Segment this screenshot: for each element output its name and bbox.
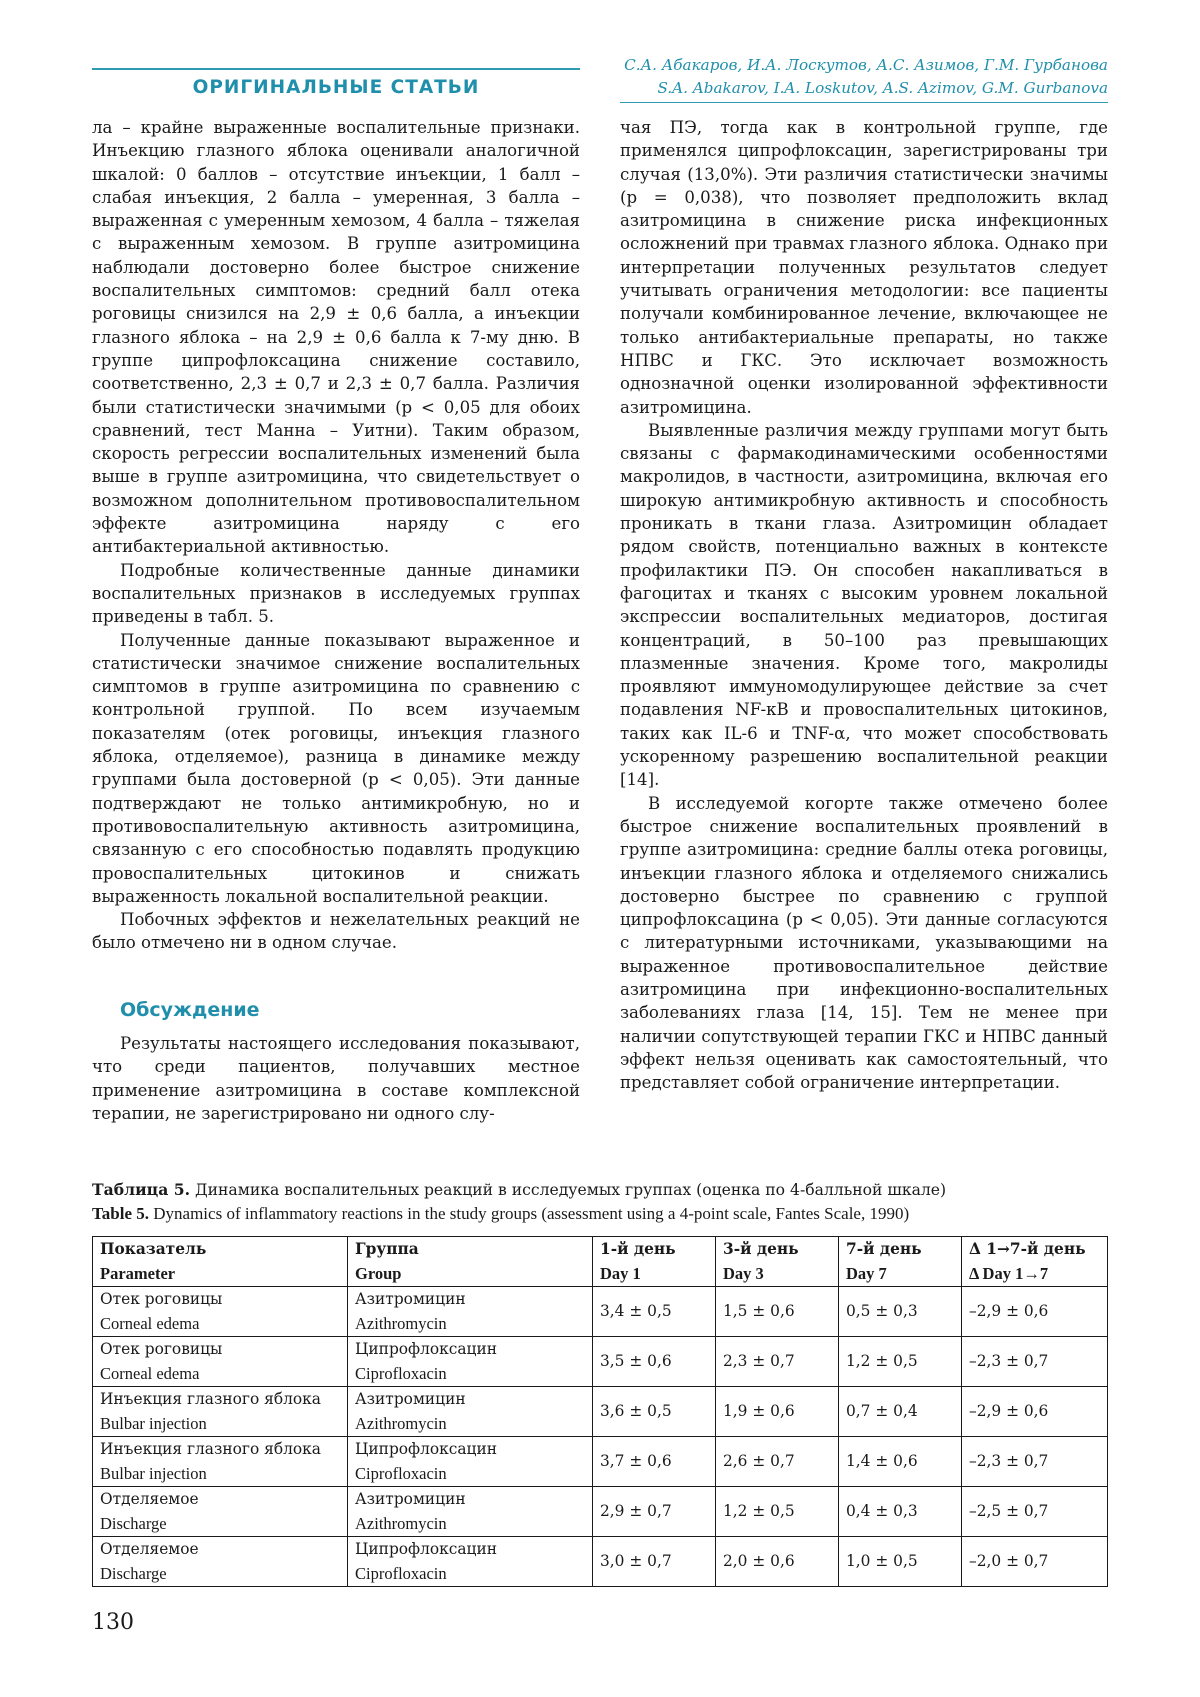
delta-cell: –2,3 ± 0,7 — [962, 1437, 1108, 1487]
paragraph: чая ПЭ, тогда как в контрольной группе, где применялся ципрофлоксацин, зарегистрированы три случая (13,0%). Эти различия статистически значимы (p = 0,038), что позволяет предположить вклад азитромицина в снижение риска инфекционных осложнений при травмах глазного яблока. Однако при интерпретации полученных результатов следует учитывать ограничения методологии: все пациенты получали комбинированное лечение, включающее не только антибактериальные препараты, но также НПВС и ГКС. Это исключает возможность однозначной оценки изолированной эффективности азитромицина. — [620, 118, 1108, 417]
parameter-cell: Инъекция глазного яблока Bulbar injection — [93, 1387, 348, 1437]
day7-cell: 1,4 ± 0,6 — [839, 1437, 962, 1487]
caption-label-en: Table 5. — [92, 1204, 150, 1223]
table-caption-ru — [92, 1178, 1112, 1202]
header-cell: Показатель Parameter — [93, 1237, 348, 1287]
header-cell: 1-й день Day 1 — [593, 1237, 716, 1287]
day1-cell: 3,6 ± 0,5 — [593, 1387, 716, 1437]
day7-cell: 0,4 ± 0,3 — [839, 1487, 962, 1537]
day7-cell: 1,0 ± 0,5 — [839, 1537, 962, 1587]
day7-cell: 0,7 ± 0,4 — [839, 1387, 962, 1437]
parameter-cell: Отделяемое Discharge — [93, 1487, 348, 1537]
day3-cell: 1,5 ± 0,6 — [716, 1287, 839, 1337]
day1-cell: 3,4 ± 0,5 — [593, 1287, 716, 1337]
table-header-row — [93, 1237, 1108, 1287]
day3-cell: 1,9 ± 0,6 — [716, 1387, 839, 1437]
group-cell: Ципрофлоксацин Ciprofloxacin — [348, 1537, 593, 1587]
delta-cell: –2,5 ± 0,7 — [962, 1487, 1108, 1537]
data-table — [92, 1236, 1108, 1587]
day7-cell: 1,2 ± 0,5 — [839, 1337, 962, 1387]
table-caption-en — [92, 1202, 1112, 1226]
day3-cell: 2,6 ± 0,7 — [716, 1437, 839, 1487]
delta-cell: –2,9 ± 0,6 — [962, 1387, 1108, 1437]
discussion-heading: Обсуждение — [120, 998, 260, 1021]
authors-en: S.A. Abakarov, I.A. Loskutov, A.S. Azimov, G.M. Gurbanova — [657, 79, 1108, 97]
left-column — [92, 116, 580, 1125]
table-row — [93, 1337, 1108, 1387]
delta-cell: –2,0 ± 0,7 — [962, 1537, 1108, 1587]
running-header-authors — [620, 54, 1108, 103]
paragraph: В исследуемой когорте также отмечено более быстрое снижение воспалительных проявлений в группе азитромицина: средние баллы отека роговицы, инъекции глазного яблока и отделяемого снижались достоверно быстрее по сравнению с группой ципрофлоксацина (p < 0,05). Эти данные согласуются с литературными источниками, указывающими на выраженное противовоспалительное действие азитромицина при инфекционно-воспалительных заболеваниях глаза [14, 15]. Тем не менее при наличии сопутствующей терапии ГКС и НПВС данный эффект нельзя оценивать как самостоятельный, что представляет собой ограничение интерпретации. — [620, 793, 1108, 1093]
day3-cell: 2,3 ± 0,7 — [716, 1337, 839, 1387]
caption-text-ru: Динамика воспалительных реакций в исследуемых группах (оценка по 4-балльной шкале) — [190, 1181, 947, 1199]
header-cell: Δ 1→7-й день Δ Day 1→7 — [962, 1237, 1108, 1287]
section-title: ОРИГИНАЛЬНЫЕ СТАТЬИ — [192, 77, 480, 98]
header-cell: 7-й день Day 7 — [839, 1237, 962, 1287]
paragraph: ла – крайне выраженные воспалительные признаки. Инъекцию глазного яблока оценивали аналогичной шкалой: 0 баллов – отсутствие инъекции, 1 балл – слабая инъекция, 2 балла – умеренная, 3 балла – выраженная с умеренным хемозом, 4 балла – тяжелая с выраженным хемозом. В группе азитромицина наблюдали достоверно более быстрое снижение воспалительных симптомов: средний балл отека роговицы снизился на 2,9 ± 0,6 балла, а инъекции глазного яблока – на 2,9 ± 0,6 балла к 7-му дню. В группе ципрофлоксацина снижение составило, соответственно, 2,3 ± 0,7 и 2,3 ± 0,7 балла. Различия были статистически значимыми (p < 0,05 для обоих сравнений, тест Манна – Уитни). Таким образом, скорость регрессии воспалительных изменений была выше в группе азитромицина, что свидетельствует о возможном дополнительном противовоспалительном эффекте азитромицина наряду с его антибактериальной активностью. — [92, 118, 580, 557]
group-cell: Ципрофлоксацин Ciprofloxacin — [348, 1337, 593, 1387]
header-cell: 3-й день Day 3 — [716, 1237, 839, 1287]
day1-cell: 3,7 ± 0,6 — [593, 1437, 716, 1487]
day3-cell: 2,0 ± 0,6 — [716, 1537, 839, 1587]
authors-ru: С.А. Абакаров, И.А. Лоскутов, А.С. Азимов, Г.М. Гурбанова — [624, 56, 1108, 74]
right-column — [620, 116, 1108, 1094]
group-cell: Азитромицин Azithromycin — [348, 1387, 593, 1437]
paragraph: Подробные количественные данные динамики воспалительных признаков в исследуемых группах приведены в табл. 5. — [92, 560, 580, 627]
header-rule-right — [620, 102, 1108, 103]
parameter-cell: Отделяемое Discharge — [93, 1537, 348, 1587]
parameter-cell: Отек роговицы Corneal edema — [93, 1287, 348, 1337]
group-cell: Азитромицин Azithromycin — [348, 1287, 593, 1337]
table-row — [93, 1537, 1108, 1587]
parameter-cell: Инъекция глазного яблока Bulbar injection — [93, 1437, 348, 1487]
table-caption — [92, 1178, 1112, 1226]
section-header — [92, 68, 580, 98]
table-row — [93, 1437, 1108, 1487]
delta-cell: –2,3 ± 0,7 — [962, 1337, 1108, 1387]
group-cell: Ципрофлоксацин Ciprofloxacin — [348, 1437, 593, 1487]
day1-cell: 2,9 ± 0,7 — [593, 1487, 716, 1537]
caption-text-en: Dynamics of inflammatory reactions in the study groups (assessment using a 4-point scale, Fantes Scale, 1990) — [149, 1204, 910, 1223]
table-row — [93, 1287, 1108, 1337]
paragraph: Результаты настоящего исследования показывают, что среди пациентов, получавших местное применение азитромицина в составе комплексной терапии, не зарегистрировано ни одного слу- — [92, 1033, 580, 1123]
group-cell: Азитромицин Azithromycin — [348, 1487, 593, 1537]
delta-cell: –2,9 ± 0,6 — [962, 1287, 1108, 1337]
day7-cell: 0,5 ± 0,3 — [839, 1287, 962, 1337]
caption-label-ru: Таблица 5. — [92, 1180, 191, 1199]
table-row — [93, 1387, 1108, 1437]
paragraph: Полученные данные показывают выраженное и статистически значимое снижение воспалительных симптомов в группе азитромицина по сравнению с контрольной группой. По всем изучаемым показателям (отек роговицы, инъекция глазного яблока, отделяемое), разница в динамике между группами была достоверной (p < 0,05). Эти данные подтверждают не только антимикробную, но и противовоспалительную активность азитромицина, связанную с его способностью подавлять продукцию провоспалительных цитокинов и снижать выраженность локальной воспалительной реакции. — [92, 630, 580, 906]
parameter-cell: Отек роговицы Corneal edema — [93, 1337, 348, 1387]
table-row — [93, 1487, 1108, 1537]
page-number: 130 — [92, 1610, 134, 1635]
day1-cell: 3,5 ± 0,6 — [593, 1337, 716, 1387]
paragraph: Выявленные различия между группами могут быть связаны с фармакодинамическими особенностями макролидов, в частности, азитромицина, включая его широкую антимикробную активность и способность проникать в ткани глаза. Азитромицин обладает рядом свойств, потенциально важных в контексте профилактики ПЭ. Он способен накапливаться в фагоцитах и тканях с высоким уровнем локальной экспрессии воспалительных медиаторов, достигая концентраций, в 50–100 раз превышающих плазменные значения. Кроме того, макролиды проявляют иммуномодулирующее действие за счет подавления NF-κB и провоспалительных цитокинов, таких как IL-6 и TNF-α, что может способствовать ускоренному разрешению воспалительной реакции [14]. — [620, 420, 1108, 790]
day1-cell: 3,0 ± 0,7 — [593, 1537, 716, 1587]
header-cell: Группа Group — [348, 1237, 593, 1287]
day3-cell: 1,2 ± 0,5 — [716, 1487, 839, 1537]
paragraph: Побочных эффектов и нежелательных реакций не было отмечено ни в одном случае. — [92, 910, 580, 953]
